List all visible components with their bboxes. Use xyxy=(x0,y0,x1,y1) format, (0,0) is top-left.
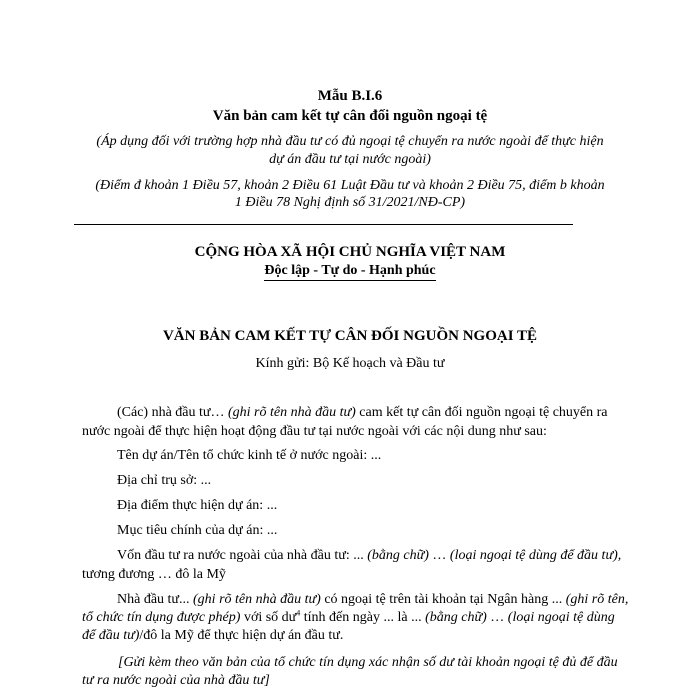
document-title: VĂN BẢN CAM KẾT TỰ CÂN ĐỐI NGUỒN NGOẠI TỆ xyxy=(162,328,538,344)
account-line-2 xyxy=(82,610,615,626)
recipient-line: Kính gửi: Bộ Kế hoạch và Đầu tư xyxy=(255,356,445,371)
text-run: tính đến ngày ... là ... xyxy=(300,610,426,625)
capital-line-1 xyxy=(117,548,621,564)
text-run: cam kết tự cân đối nguồn ngoại tệ chuyển ra xyxy=(355,405,608,420)
motto-text: Độc lập - Tự do - Hạnh phúc xyxy=(264,263,435,281)
text-run: … xyxy=(486,610,508,625)
form-title: Văn bản cam kết tự cân đối nguồn ngoại tệ xyxy=(212,108,488,124)
text-run-italic: (ghi rõ tên nhà đầu tư) xyxy=(228,405,356,420)
text-run: /đô la Mỹ để thực hiện dự án đầu tư. xyxy=(139,628,344,643)
objective-line: Mục tiêu chính của dự án: ... xyxy=(117,523,278,538)
national-motto xyxy=(0,263,700,281)
account-line-3 xyxy=(82,628,343,644)
attachment-note-line-2: tư ra nước ngoài của nhà đầu tư] xyxy=(82,673,270,688)
header-divider xyxy=(74,224,573,225)
location-line: Địa điểm thực hiện dự án: ... xyxy=(117,498,278,513)
text-run-italic: (ghi rõ tên nhà đầu tư) xyxy=(193,592,321,607)
text-run-italic: để đầu tư) xyxy=(82,628,140,643)
head-office-line: Địa chỉ trụ sở: ... xyxy=(117,473,212,488)
capital-line-2: tương đương … đô la Mỹ xyxy=(82,567,226,582)
footnote-marker: 4 xyxy=(296,608,301,618)
country-name: CỘNG HÒA XÃ HỘI CHỦ NGHĨA VIỆT NAM xyxy=(194,244,506,260)
text-run: với số dư xyxy=(240,610,297,625)
applicability-line-1: (Áp dụng đối với trường hợp nhà đầu tư có đủ ngoại tệ chuyển ra nước ngoài để thực hiện xyxy=(96,134,604,149)
text-run: (Các) nhà đầu tư… xyxy=(117,405,228,420)
text-run-italic: tổ chức tín dụng được phép) xyxy=(82,610,241,625)
text-run-italic: (bằng chữ) xyxy=(367,548,429,563)
intro-paragraph-line-1 xyxy=(117,405,608,421)
text-run-italic: (bằng chữ) xyxy=(425,610,487,625)
attachment-note-line-1: [Gửi kèm theo văn bản của tổ chức tín dụng xác nhận số dư tài khoản ngoại tệ đủ để đầu xyxy=(118,655,618,670)
form-code: Mẫu B.I.6 xyxy=(317,88,383,104)
legal-basis-line-1: (Điểm đ khoản 1 Điều 57, khoản 2 Điều 61 Luật Đầu tư và khoản 2 Điều 75, điểm b khoản xyxy=(95,178,605,193)
applicability-line-2: dự án đầu tư tại nước ngoài) xyxy=(269,152,431,167)
text-run-italic: (ghi rõ tên, xyxy=(565,592,629,607)
intro-paragraph-line-2: nước ngoài để thực hiện hoạt động đầu tư tại nước ngoài với các nội dung như sau: xyxy=(82,424,547,439)
text-run: có ngoại tệ trên tài khoản tại Ngân hàng ... xyxy=(320,592,566,607)
text-run-italic: (loại ngoại tệ dùng xyxy=(507,610,615,625)
project-name-line: Tên dự án/Tên tổ chức kinh tế ở nước ngoài: ... xyxy=(117,448,382,463)
text-run: Nhà đầu tư... xyxy=(117,592,194,607)
text-run-italic: (loại ngoại tệ dùng để đầu tư), xyxy=(449,548,622,563)
text-run: Vốn đầu tư ra nước ngoài của nhà đầu tư: ... xyxy=(117,548,368,563)
text-run: … xyxy=(428,548,450,563)
account-line-1 xyxy=(117,592,628,608)
legal-basis-line-2: 1 Điều 78 Nghị định số 31/2021/NĐ-CP) xyxy=(234,195,466,210)
